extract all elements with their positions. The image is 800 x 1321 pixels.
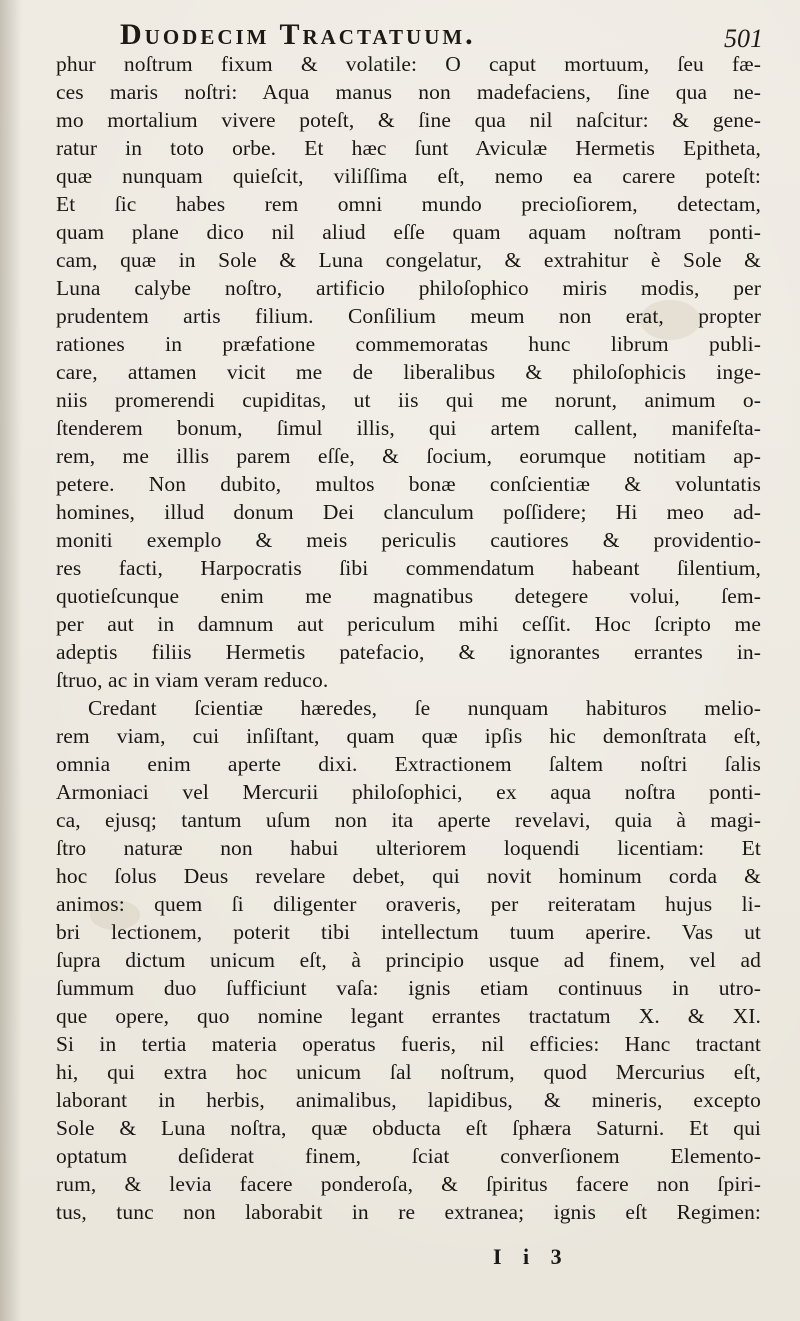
text-line: ſtro naturæ non habui ulteriorem loquendi licentiam: Et bbox=[56, 836, 761, 860]
binding-shadow bbox=[0, 0, 22, 1321]
paragraph-start-line: Credant ſcientiæ hæredes, ſe nunquam habituros melio- bbox=[88, 696, 761, 720]
text-line: omnia enim aperte dixi. Extractionem ſaltem noſtri ſalis bbox=[56, 752, 761, 776]
text-line: care, attamen vicit me de liberalibus & philoſophicis inge- bbox=[56, 360, 761, 384]
text-line: Armoniaci vel Mercurii philoſophici, ex aqua noſtra ponti- bbox=[56, 780, 761, 804]
text-line: rem viam, cui inſiſtant, quam quæ ipſis hic demonſtrata eſt, bbox=[56, 724, 761, 748]
text-line: que opere, quo nomine legant errantes tractatum X. & XI. bbox=[56, 1004, 761, 1028]
text-line: animos: quem ſi diligenter oraveris, per reiteratam hujus li- bbox=[56, 892, 761, 916]
text-line: petere. Non dubito, multos bonæ conſcientiæ & voluntatis bbox=[56, 472, 761, 496]
text-line: hoc ſolus Deus revelare debet, qui novit hominum corda & bbox=[56, 864, 761, 888]
text-line: rationes in præfatione commemoratas hunc librum publi- bbox=[56, 332, 761, 356]
text-line: niis promerendi cupiditas, ut iis qui me norunt, animum o- bbox=[56, 388, 761, 412]
text-line: rem, me illis parem eſſe, & ſocium, eorumque notitiam ap- bbox=[56, 444, 761, 468]
text-line: cam, quæ in Sole & Luna congelatur, & extrahitur è Sole & bbox=[56, 248, 761, 272]
text-line: Sole & Luna noſtra, quæ obducta eſt ſphæra Saturni. Et qui bbox=[56, 1116, 761, 1140]
text-line: quam plane dico nil aliud eſſe quam aquam noſtram ponti- bbox=[56, 220, 761, 244]
running-title: Duodecim Tractatuum. bbox=[120, 18, 476, 51]
text-line: optatum deſiderat finem, ſciat converſionem Elemento- bbox=[56, 1144, 761, 1168]
text-line: ca, ejusq; tantum uſum non ita aperte revelavi, quia à magi- bbox=[56, 808, 761, 832]
text-line: ces maris noſtri: Aqua manus non madefaciens, ſine qua ne- bbox=[56, 80, 761, 104]
text-line: quæ nunquam quieſcit, viliſſima eſt, nemo ea carere poteſt: bbox=[56, 164, 761, 188]
page-number: 501 bbox=[724, 24, 763, 53]
text-line: bri lectionem, poterit tibi intellectum tuum aperire. Vas ut bbox=[56, 920, 761, 944]
text-line: ſtenderem bonum, ſimul illis, qui artem callent, manifeſta- bbox=[56, 416, 761, 440]
text-line: rum, & levia facere ponderoſa, & ſpiritus facere non ſpiri- bbox=[56, 1172, 761, 1196]
text-line: adeptis filiis Hermetis patefacio, & ignorantes errantes in- bbox=[56, 640, 761, 664]
text-line: homines, illud donum Dei clanculum poſſidere; Hi meo ad- bbox=[56, 500, 761, 524]
text-line: Et ſic habes rem omni mundo precioſiorem, detectam, bbox=[56, 192, 761, 216]
text-line: hi, qui extra hoc unicum ſal noſtrum, quod Mercurius eſt, bbox=[56, 1060, 761, 1084]
text-line: ſupra dictum unicum eſt, à principio usque ad finem, vel ad bbox=[56, 948, 761, 972]
text-line: prudentem artis filium. Conſilium meum non erat, propter bbox=[56, 304, 761, 328]
text-line: res facti, Harpocratis ſibi commendatum habeant ſilentium, bbox=[56, 556, 761, 580]
text-line: ſummum duo ſufficiunt vaſa: ignis etiam continuus in utro- bbox=[56, 976, 761, 1000]
text-line: ratur in toto orbe. Et hæc ſunt Aviculæ Hermetis Epitheta, bbox=[56, 136, 761, 160]
text-line: ſtruo, ac in viam veram reduco. bbox=[56, 668, 329, 692]
text-line: per aut in damnum aut periculum mihi ceſſit. Hoc ſcripto me bbox=[56, 612, 761, 636]
text-line: Si in tertia materia operatus fueris, nil efficies: Hanc tractant bbox=[56, 1032, 761, 1056]
signature-mark: I i 3 bbox=[493, 1244, 570, 1269]
text-line: quotieſcunque enim me magnatibus detegere volui, ſem- bbox=[56, 584, 761, 608]
text-line: laborant in herbis, animalibus, lapidibus, & mineris, excepto bbox=[56, 1088, 761, 1112]
text-line: tus, tunc non laborabit in re extranea; ignis eſt Regimen: bbox=[56, 1200, 761, 1224]
text-line: mo mortalium vivere poteſt, & ſine qua nil naſcitur: & gene- bbox=[56, 108, 761, 132]
text-line: phur noſtrum fixum & volatile: O caput mortuum, ſeu fæ- bbox=[56, 52, 761, 76]
text-line: moniti exemplo & meis periculis cautiores & providentio- bbox=[56, 528, 761, 552]
text-line: Luna calybe noſtro, artificio philoſophico miris modis, per bbox=[56, 276, 761, 300]
